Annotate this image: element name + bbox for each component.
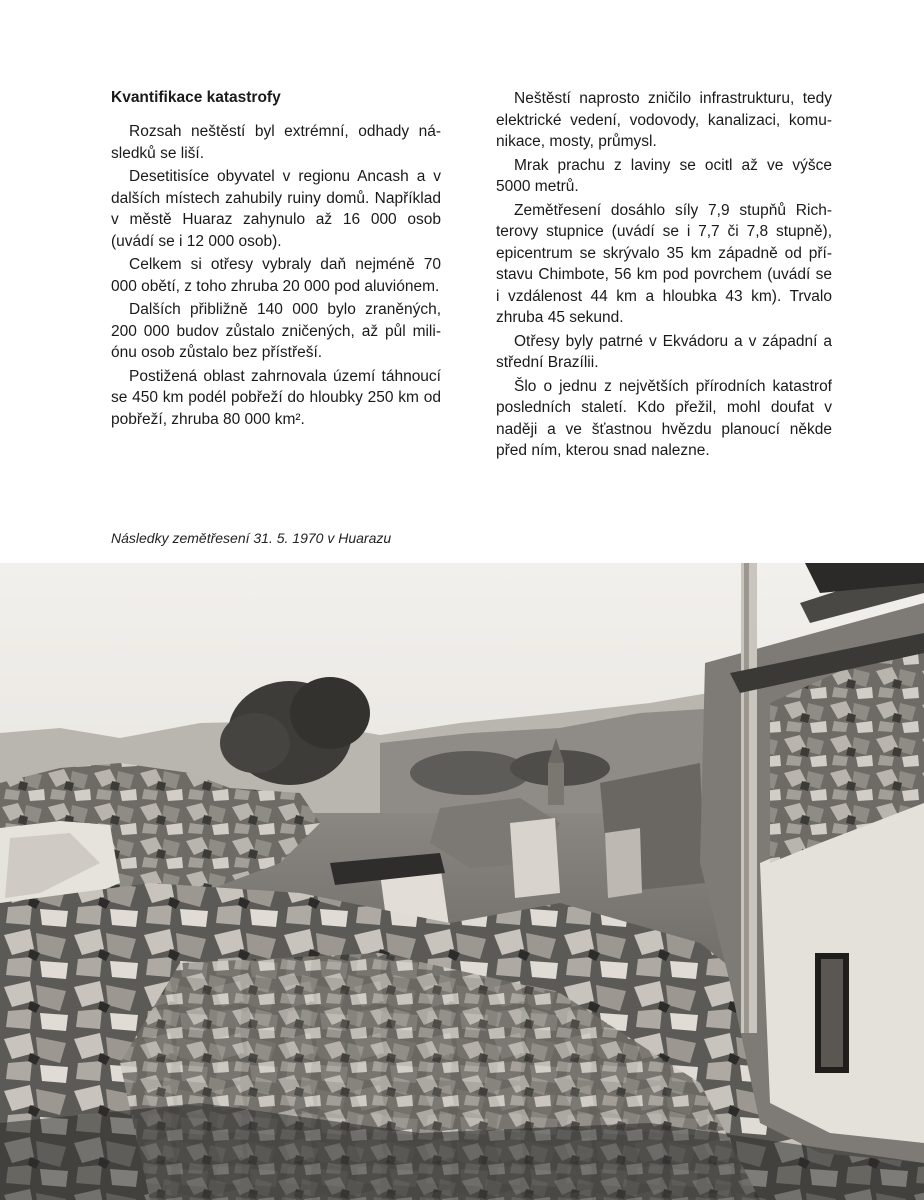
earthquake-ruins-photo [0, 563, 924, 1200]
photo-caption: Následky zemětřesení 31. 5. 1970 v Huarazu [111, 530, 392, 546]
right-text-column [496, 88, 832, 464]
paragraph: Mrak prachu z laviny se ocitl až ve výšce 5000 metrů. [496, 156, 832, 195]
left-text-column [111, 88, 441, 432]
paragraph: Desetitisíce obyvatel v regionu Ancash a v dalších místech zahubily ruiny domů. Například v městě Huaraz zahynulo až 16 000 osob (uvádí se i 12 000 osob). [111, 168, 441, 250]
paragraph: Rozsah neštěstí byl extrémní, odhady následků se liší. [111, 123, 441, 162]
paragraph: Zemětřesení dosáhlo síly 7,9 stupňů Richterovy stupnice (uvádí se i 7,7 či 7,8 stupně), epicentrum se skrývalo 35 km západně od přístavu Chimbote, 56 km pod povrchem (uvádí se i vzdálenost 44 km a hloubka 43 km). Trvalo zhruba 45 sekund. [496, 201, 832, 326]
paragraph: Neštěstí naprosto zničilo infrastrukturu, tedy elektrické vedení, vodovody, kanalizaci, komunikace, mosty, průmysl. [496, 90, 832, 150]
paragraph: Postižená oblast zahrnovala území táhnoucí se 450 km podél pobřeží do hloubky 250 km od pobřeží, zhruba 80 000 km². [111, 367, 441, 428]
paragraph: Otřesy byly patrné v Ekvádoru a v západní a střední Brazílii. [496, 332, 832, 371]
paragraph: Celkem si otřesy vybraly daň nejméně 70 000 obětí, z toho zhruba 20 000 pod aluviónem. [111, 256, 441, 295]
paragraph: Šlo o jednu z největších přírodních katastrof posledních staletí. Kdo přežil, mohl doufat v naději a ve šťastnou hvězdu planoucí někde před ním, kterou snad nalezne. [496, 377, 832, 459]
paragraph: Dalších přibližně 140 000 bylo zraněných, 200 000 budov zůstalo zničených, až půl miliónu osob zůstalo bez přístřeší. [111, 301, 441, 361]
section-heading: Kvantifikace katastrofy [111, 89, 281, 106]
